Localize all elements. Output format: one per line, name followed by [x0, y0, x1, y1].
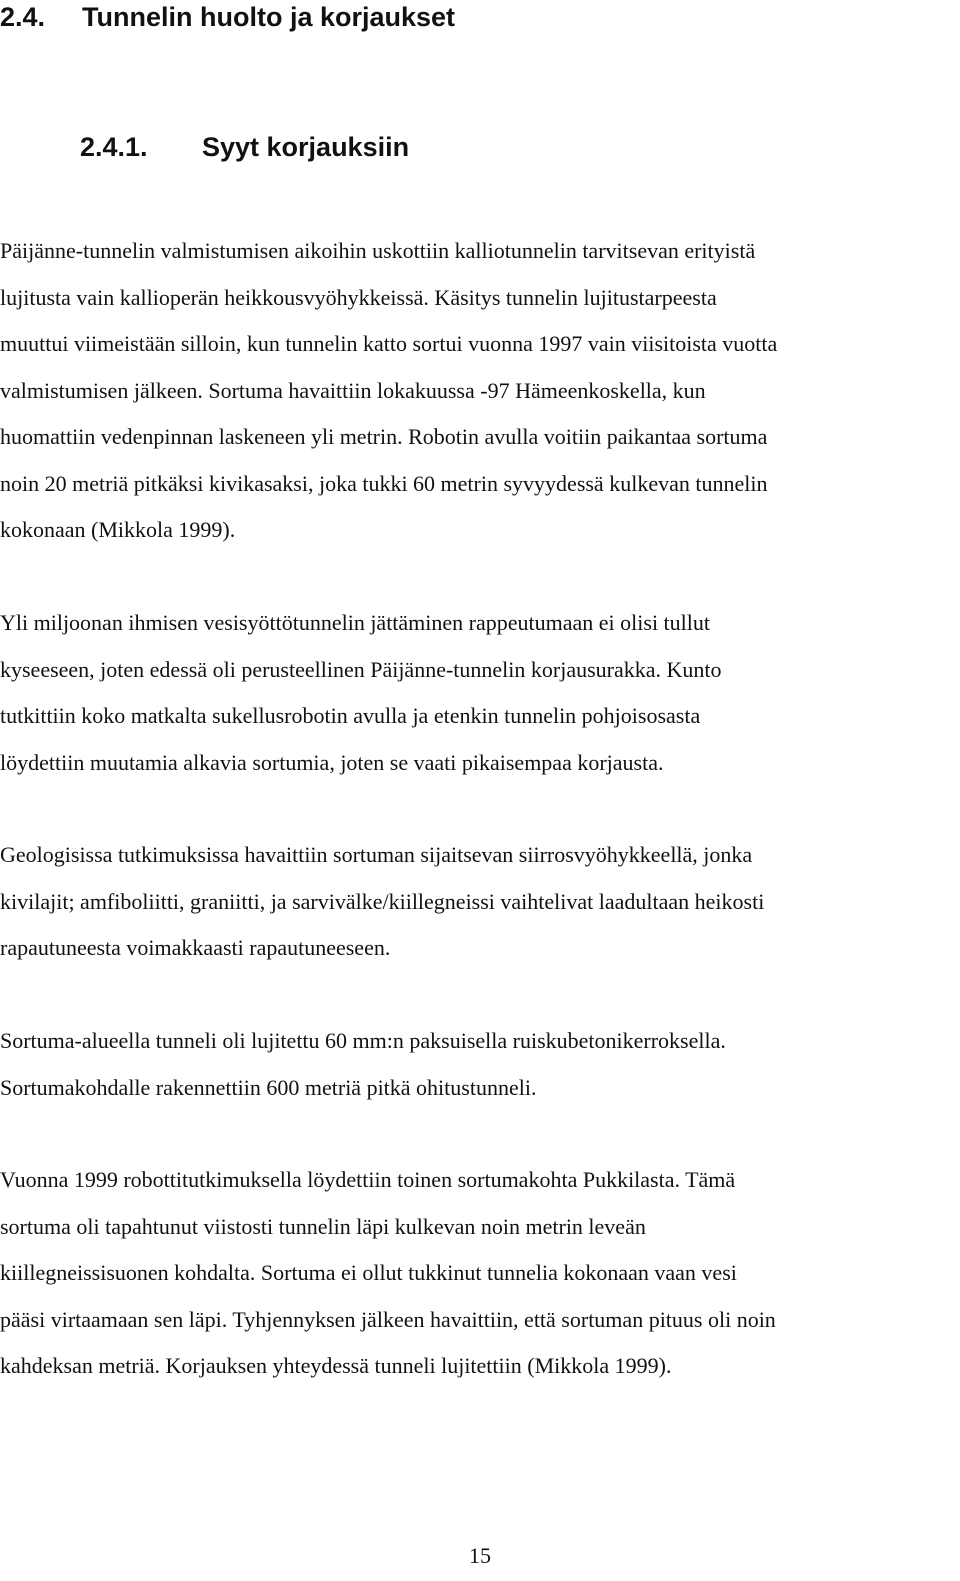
paragraph-line: kivilajit; amfiboliitti, graniitti, ja sarvivälke/kiillegneissi vaihtelivat laadultaan heikosti — [0, 888, 765, 914]
paragraph-line: sortuma oli tapahtunut viistosti tunnelin läpi kulkevan noin metrin leveän — [0, 1213, 646, 1239]
subsection-heading — [80, 130, 409, 164]
paragraph-line: kyseeseen, joten edessä oli perusteellinen Päijänne-tunnelin korjausurakka. Kunto — [0, 656, 722, 682]
paragraph-line: huomattiin vedenpinnan laskeneen yli metrin. Robotin avulla voitiin paikantaa sortuma — [0, 424, 768, 449]
paragraph-line: tutkittiin koko matkalta sukellusrobotin avulla ja etenkin tunnelin pohjoisosasta — [0, 703, 701, 728]
paragraph-line: kiillegneissisuonen kohdalta. Sortuma ei ollut tukkinut tunnelia kokonaan vaan vesi — [0, 1260, 737, 1285]
paragraph-line: pääsi virtaamaan sen läpi. Tyhjennyksen jälkeen havaittiin, että sortuman pituus oli noin — [0, 1306, 776, 1332]
paragraph-line: Vuonna 1999 robottitutkimuksella löydettiin toinen sortumakohta Pukkilasta. Tämä — [0, 1167, 736, 1192]
paragraph-2 — [0, 600, 960, 786]
paragraph-line: Sortumakohdalle rakennettiin 600 metriä pitkä ohitustunneli. — [0, 1074, 537, 1100]
paragraph-line: kokonaan (Mikkola 1999). — [0, 517, 236, 542]
paragraph-line: rapautuneesta voimakkaasti rapautuneeseen. — [0, 935, 391, 960]
paragraph-4 — [0, 1018, 960, 1111]
paragraph-line: kahdeksan metriä. Korjauksen yhteydessä tunneli lujitettiin (Mikkola 1999). — [0, 1353, 672, 1378]
paragraph-5 — [0, 1157, 960, 1390]
paragraph-line: valmistumisen jälkeen. Sortuma havaittiin lokakuussa -97 Hämeenkoskella, kun — [0, 377, 706, 403]
paragraph-line: Yli miljoonan ihmisen vesisyöttötunnelin jättäminen rappeutumaan ei olisi tullut — [0, 610, 711, 635]
paragraph-line: Geologisissa tutkimuksissa havaittiin sortuman sijaitsevan siirrosvyöhykkeellä, jonka — [0, 842, 753, 867]
paragraph-line: muuttui viimeistään silloin, kun tunnelin katto sortui vuonna 1997 vain viisitoista vuotta — [0, 331, 778, 356]
paragraph-line: lujitusta vain kallioperän heikkousvyöhykkeissä. Käsitys tunnelin lujitustarpeesta — [0, 284, 717, 310]
page-number: 15 — [469, 1543, 491, 1568]
paragraph-line: Päijänne-tunnelin valmistumisen aikoihin uskottiin kalliotunnelin tarvitsevan erityistä — [0, 238, 756, 263]
section-title: Tunnelin huolto ja korjaukset — [82, 2, 456, 32]
paragraph-line: noin 20 metriä pitkäksi kivikasaksi, joka tukki 60 metrin syvyydessä kulkevan tunnelin — [0, 470, 768, 496]
paragraph-1 — [0, 228, 960, 554]
subsection-title: Syyt korjauksiin — [202, 132, 410, 162]
section-heading — [0, 0, 455, 34]
subsection-number: 2.4.1. — [80, 132, 148, 162]
section-number: 2.4. — [0, 2, 46, 32]
paragraph-line: löydettiin muutamia alkavia sortumia, joten se vaati pikaisempaa korjausta. — [0, 749, 664, 775]
paragraph-3 — [0, 832, 960, 972]
paragraph-line: Sortuma-alueella tunneli oli lujitettu 60 mm:n paksuisella ruiskubetonikerroksella. — [0, 1028, 726, 1053]
